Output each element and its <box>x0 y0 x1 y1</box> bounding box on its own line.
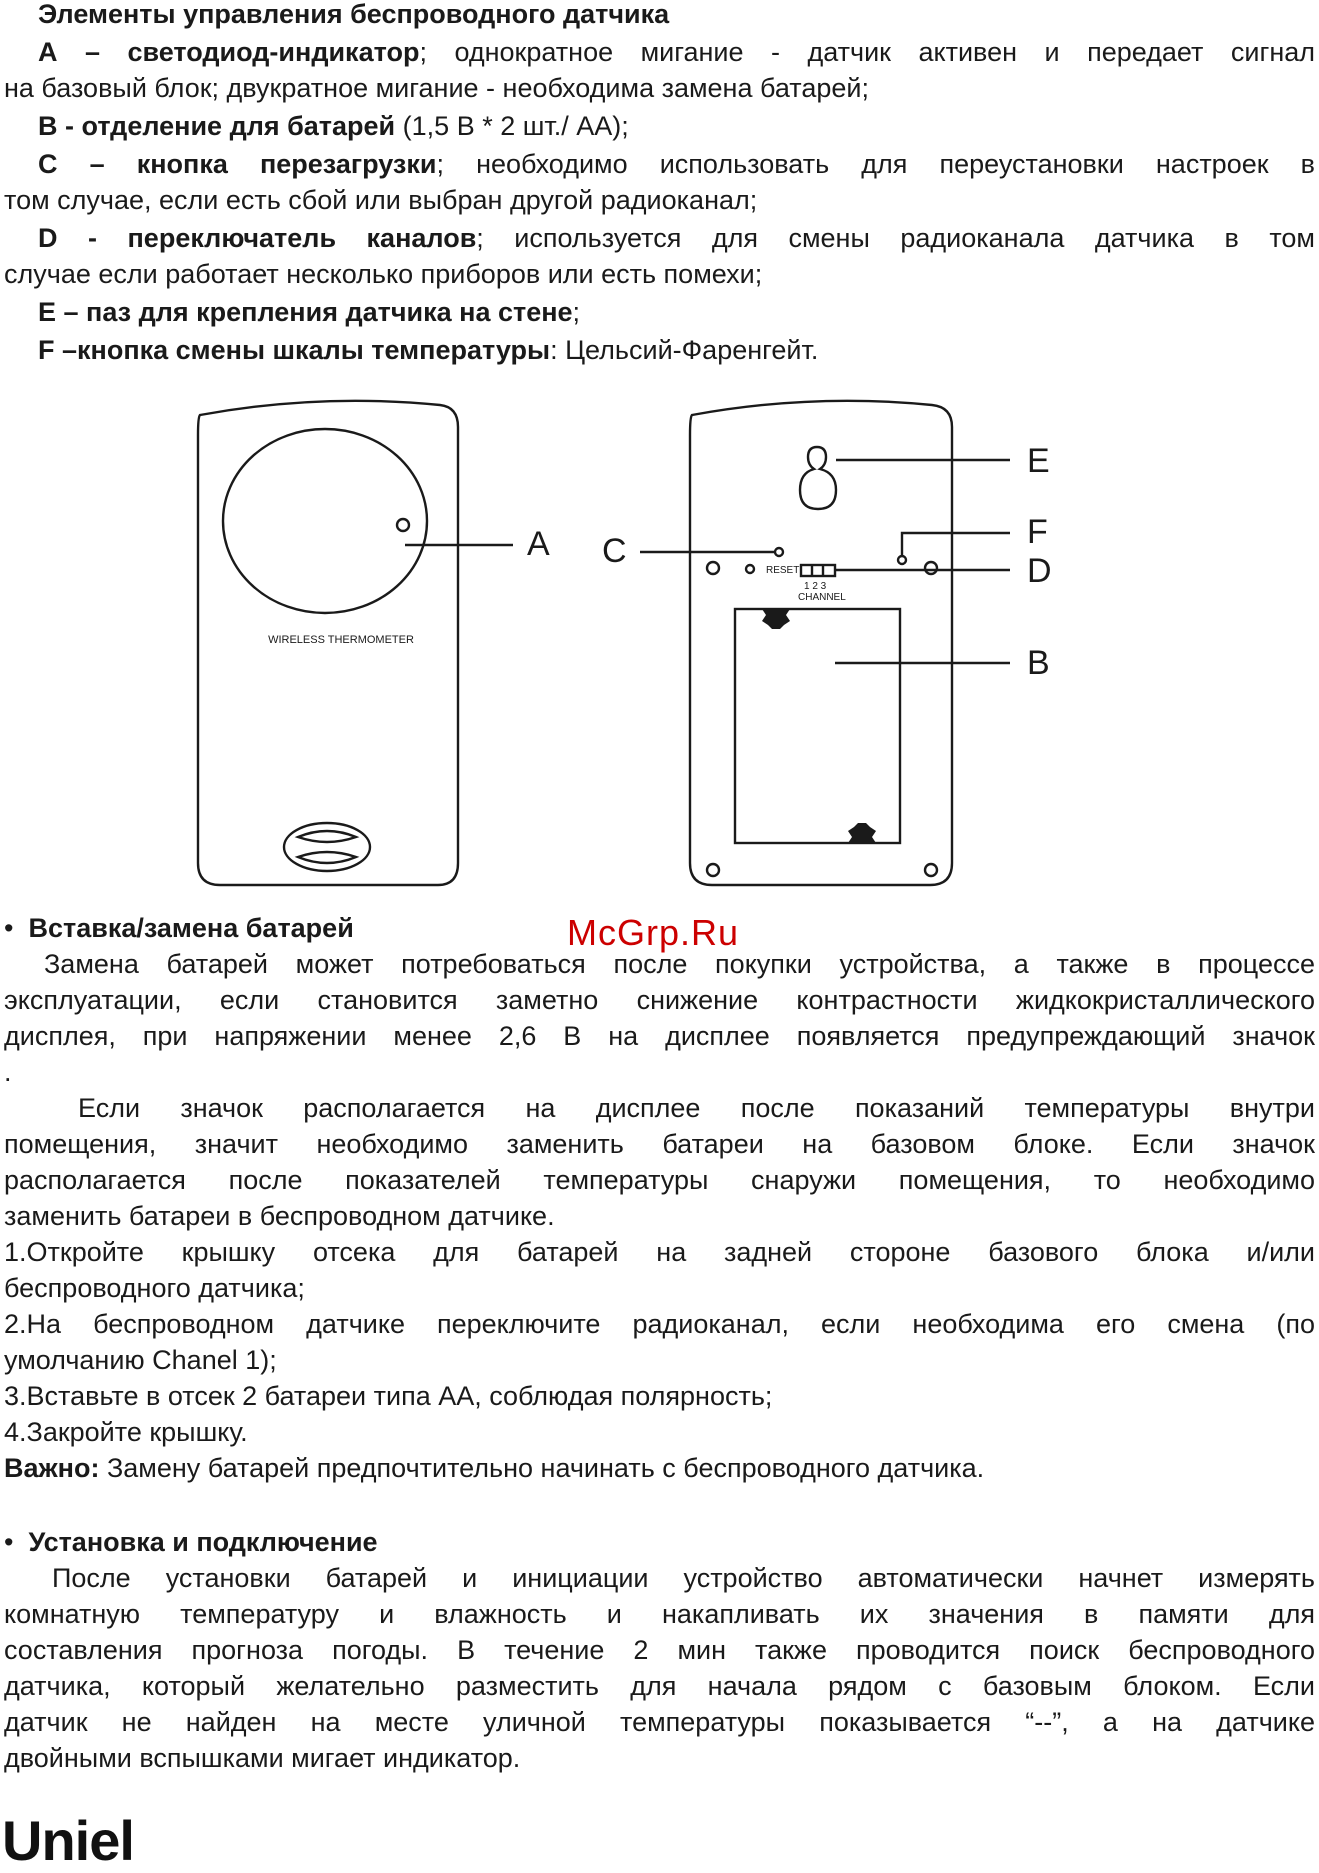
controls-title: Элементы управления беспроводного датчика <box>38 0 670 29</box>
bullet-batteries: • <box>4 913 14 943</box>
item-d-line-1 <box>38 220 1315 256</box>
text-b: (1,5 В * 2 шт./ АА); <box>395 111 629 141</box>
callout-f: F <box>1027 513 1048 551</box>
step-3-line <box>4 1378 1315 1414</box>
batteries-p1-text-4: . <box>4 1057 12 1087</box>
screw-hole-bottom-left-icon <box>707 864 719 876</box>
batteries-p1-text-2: эксплуатации, если становится заметно снижение контрастности жидкокристаллического <box>4 985 1315 1015</box>
batteries-p2-text-4: заменить батареи в беспроводном датчике. <box>4 1201 555 1231</box>
text-c-1: ; необходимо использовать для переустановки настроек в <box>436 149 1315 179</box>
term-f: F –кнопка смены шкалы температуры <box>38 335 551 365</box>
text-f: : Цельсий-Фаренгейт. <box>550 335 819 365</box>
step-1-line-1 <box>4 1234 1315 1270</box>
step-1-text-1: 1.Откройте крышку отсека для батарей на задней стороне базового блока и/или <box>4 1237 1315 1267</box>
install-p-text-5: датчик не найден на месте уличной температуры показывается “--”, а на датчике <box>4 1707 1315 1737</box>
reset-label-text: RESET <box>766 565 800 576</box>
install-p-line-5 <box>4 1704 1315 1740</box>
batteries-p1-text-1: Замена батарей может потребоваться после покупки устройства, а также в процессе <box>44 949 1315 979</box>
item-e-line <box>38 294 1315 330</box>
channel-numbers-text: 1 2 3 <box>804 581 827 592</box>
text-e: ; <box>572 297 581 327</box>
section-title-install <box>4 1524 1315 1560</box>
callout-d: D <box>1027 552 1052 590</box>
install-p-line-6 <box>4 1740 1315 1776</box>
item-f-line <box>38 332 1315 368</box>
batteries-p1-line-1 <box>44 946 1315 982</box>
term-d: D - переключатель каналов <box>38 223 477 253</box>
step-2-line-2 <box>4 1342 1315 1378</box>
step-3-text: 3.Вставьте в отсек 2 батареи типа АА, соблюдая полярность; <box>4 1381 773 1411</box>
callout-c: C <box>602 532 627 570</box>
batteries-p1-text-3: дисплея, при напряжении менее 2,6 В на дисплее появляется предупреждающий значок <box>4 1021 1315 1051</box>
channel-switch-icon <box>801 565 835 576</box>
text-a-2: на базовый блок; двукратное мигание - необходима замена батарей; <box>4 73 869 103</box>
uniel-logo: Uniel <box>2 1809 134 1872</box>
text-a-1: ; однократное мигание - датчик активен и передает сигнал <box>419 37 1316 67</box>
install-title: Установка и подключение <box>28 1527 378 1557</box>
text-d-1: ; используется для смены радиоканала датчика в том <box>476 223 1315 253</box>
item-b-line <box>38 108 1315 144</box>
watermark: McGrp.Ru <box>567 912 740 953</box>
step-2-text-2: умолчанию Chanel 1); <box>4 1345 277 1375</box>
important-label: Важно: <box>4 1453 100 1483</box>
callout-b: B <box>1027 644 1050 682</box>
sensor-diagram-svg <box>0 385 1319 905</box>
term-c: С – кнопка перезагрузки <box>38 149 437 179</box>
term-e: Е – паз для крепления датчика на стене <box>38 297 573 327</box>
batteries-p2-text-1: Если значок располагается на дисплее после показаний температуры внутри <box>78 1093 1315 1123</box>
channel-label-text: CHANNEL <box>798 592 846 603</box>
battery-compartment-cover <box>735 609 900 843</box>
item-a-line-1 <box>38 34 1315 70</box>
section-title-batteries <box>4 910 1315 946</box>
step-2-text-1: 2.На беспроводном датчике переключите радиоканал, если необходима его смена (по <box>4 1309 1315 1339</box>
step-1-line-2 <box>4 1270 1315 1306</box>
step-1-text-2: беспроводного датчика; <box>4 1273 305 1303</box>
reset-hole-icon <box>746 565 754 573</box>
screw-hole-top-left-icon <box>707 562 719 574</box>
batteries-p2-line-2 <box>4 1126 1315 1162</box>
sensor-diagram <box>0 385 1319 905</box>
batteries-p2-line-4 <box>4 1198 1315 1234</box>
callout-line-f <box>902 533 1010 556</box>
install-p-line-4 <box>4 1668 1315 1704</box>
step-2-line-1 <box>4 1306 1315 1342</box>
term-a: А – светодиод-индикатор <box>38 37 420 67</box>
install-p-line-1 <box>52 1560 1315 1596</box>
batteries-p1-line-2 <box>4 982 1315 1018</box>
battery-terminal-bottom-icon <box>848 823 876 843</box>
wall-mount-keyhole-icon <box>800 447 836 509</box>
screw-hole-top-right-icon <box>925 562 937 574</box>
item-c-line-2 <box>4 182 1315 218</box>
install-p-text-2: комнатную температуру и влажность и накапливать их значения в памяти для <box>4 1599 1315 1629</box>
front-grip-slot-top <box>298 831 356 842</box>
install-p-line-3 <box>4 1632 1315 1668</box>
led-indicator-icon <box>397 519 409 531</box>
batteries-p2-line-3 <box>4 1162 1315 1198</box>
item-a-line-2 <box>4 70 1315 106</box>
battery-terminal-top-icon <box>762 609 790 629</box>
front-display-window <box>223 429 427 613</box>
section-title-controls <box>38 0 1315 32</box>
install-p-text-6: двойными вспышками мигает индикатор. <box>4 1743 521 1773</box>
callout-e: E <box>1027 442 1050 480</box>
front-grip-slot-bottom <box>298 852 356 863</box>
term-b: В - отделение для батарей <box>38 111 396 141</box>
important-note <box>4 1450 1315 1486</box>
step-4-line <box>4 1414 1315 1450</box>
callout-a: A <box>527 525 550 563</box>
batteries-p1-line-3 <box>4 1018 1315 1054</box>
back-body-outline <box>690 401 952 885</box>
front-label-text: WIRELESS THERMOMETER <box>268 634 414 646</box>
scale-button-f-icon <box>898 556 906 564</box>
install-p-line-2 <box>4 1596 1315 1632</box>
batteries-title: Вставка/замена батарей <box>28 913 354 943</box>
install-p-text-1: После установки батарей и инициации устройство автоматически начнет измерять <box>52 1563 1315 1593</box>
batteries-p2-line-1 <box>78 1090 1315 1126</box>
text-c-2: том случае, если есть сбой или выбран другой радиоканал; <box>4 185 758 215</box>
item-d-line-2 <box>4 256 1315 292</box>
reset-button-c-icon <box>775 548 783 556</box>
bullet-install: • <box>4 1527 14 1557</box>
batteries-p1-line-4 <box>4 1054 1315 1090</box>
install-p-text-4: датчика, который желательно разместить для начала рядом с базовым блоком. Если <box>4 1671 1315 1701</box>
item-c-line-1 <box>38 146 1315 182</box>
important-text: Замену батарей предпочтительно начинать с беспроводного датчика. <box>99 1453 985 1483</box>
screw-hole-bottom-right-icon <box>925 864 937 876</box>
install-p-text-3: составления прогноза погоды. В течение 2 мин также проводится поиск беспроводного <box>4 1635 1315 1665</box>
batteries-p2-text-2: помещения, значит необходимо заменить батареи на базовом блоке. Если значок <box>4 1129 1315 1159</box>
batteries-p2-text-3: располагается после показателей температуры снаружи помещения, то необходимо <box>4 1165 1315 1195</box>
text-d-2: случае если работает несколько приборов или есть помехи; <box>4 259 763 289</box>
step-4-text: 4.Закройте крышку. <box>4 1417 248 1447</box>
